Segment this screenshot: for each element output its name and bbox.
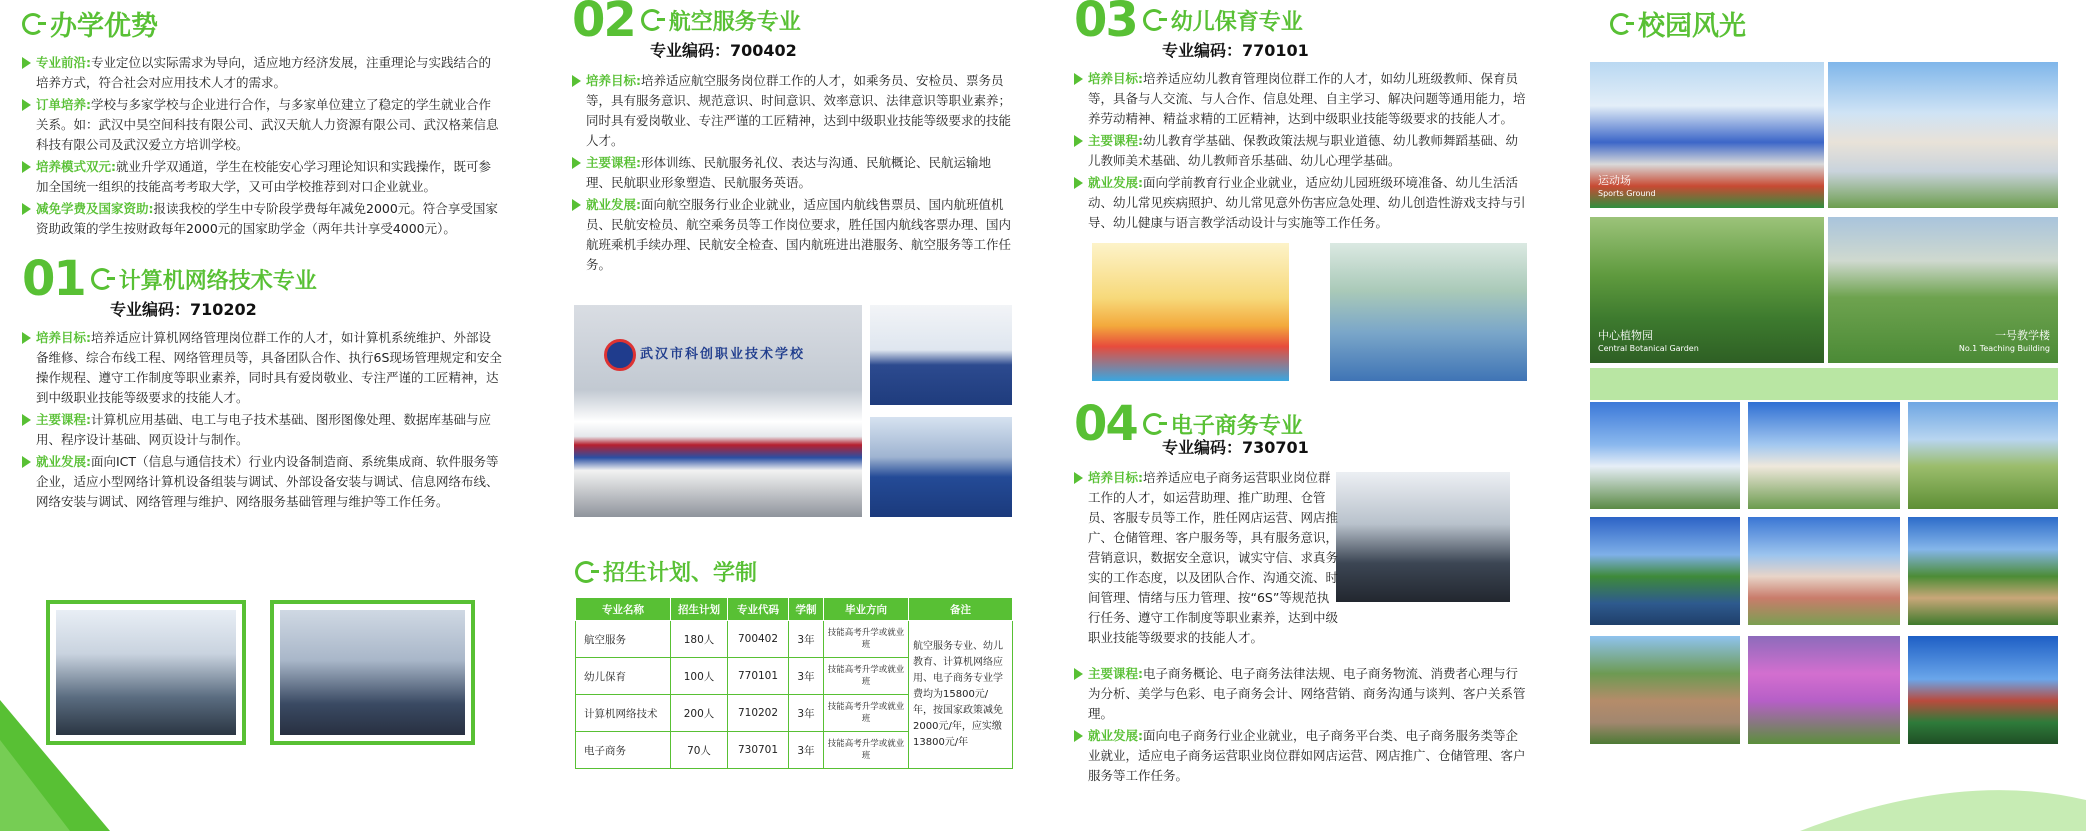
campus-photo [1590, 636, 1740, 744]
major-item-text: 面向ICT（信息与通信技术）行业内设备制造商、系统集成商、软件服务等企业，适应小型网络计算机设备组装与调试、外部设备安装与调试、信息网络布线、网络安装与调试、网络管理与维护、网络服务基础管理与维护等工作任务。 [36, 454, 499, 509]
major-item-key: 培养目标: [586, 73, 641, 88]
major-item-text: 幼儿教育学基础、保教政策法规与职业道德、幼儿教师舞蹈基础、幼儿教师美术基础、幼儿教师音乐基础、幼儿心理学基础。 [1088, 133, 1519, 168]
major-item-text: 培养适应航空服务岗位群工作的人才，如乘务员、安检员、票务员等，具有服务意识、规范意识、时间意识、效率意识、法律意识等职业素养；同时具有爱岗敬业、专注严谨的工匠精神，达到中级职业技能等级要求的技能人才。 [586, 73, 1012, 148]
teaching-building-photo [1828, 217, 2058, 363]
photo-frame-lab2 [270, 600, 475, 745]
major-number: 02 [572, 0, 635, 48]
kids-activity-photo [1092, 243, 1289, 381]
refresh-icon [1610, 13, 1632, 35]
major-title: 航空服务专业 [668, 9, 801, 35]
photo-frame-lab [46, 600, 246, 745]
campus-heading [1610, 4, 1746, 43]
kindergarten-classroom-photo [1330, 243, 1527, 381]
table-header-row [576, 598, 1013, 621]
major-item-text: 形体训练、民航服务礼仪、表达与沟通、民航概论、民航运输地理、民航职业形象塑造、民航服务英语。 [586, 155, 992, 190]
campus-photo [1908, 402, 2058, 509]
table-header-cell: 备注 [909, 598, 1013, 621]
major-item-key: 培养目标: [36, 330, 91, 345]
campus-photo [1748, 402, 1900, 509]
green-band [1590, 368, 2058, 400]
major-item-text: 培养适应电子商务运营职业岗位群工作的人才，如运营助理、推广助理、仓管员、客服专员等工作，胜任网店运营、网店推广、仓储管理、客户服务等，具有服务意识，营销意识，数据安全意识，诚实守信、求真务实的工作态度，以及团队合作、沟通交流、时间管理、情绪与压力管理、按“6S”等规范执行任务、遵守工作制度等职业素养，达到中级职业技能等级要求的技能人才。 [1088, 470, 1339, 645]
major-item-text: 面向电子商务行业企业就业，电子商务平台类、电子商务服务类等企业就业，适应电子商务运营职业岗位群如网店运营、网店推广、仓储管理、客户服务等工作任务。 [1088, 728, 1526, 783]
bullet-arrow-icon [1074, 73, 1083, 85]
bullet-arrow-icon [22, 57, 31, 69]
advantages-heading [22, 4, 502, 43]
advantage-text: 学校与多家学校与企业进行合作，与多家单位建立了稳定的学生就业合作关系。如：武汉中昊空间科技有限公司、武汉天航人力资源有限公司、武汉格莱信息科技有限公司及武汉爱立方培训学校。 [36, 97, 499, 152]
bullet-arrow-icon [1074, 135, 1083, 147]
major-item-key: 就业发展: [1088, 175, 1143, 190]
bullet-arrow-icon [22, 203, 31, 215]
refresh-icon [575, 561, 597, 583]
major-item-key: 培养目标: [1088, 71, 1143, 86]
major-item [1074, 69, 1526, 129]
major-title: 计算机网络技术专业 [118, 268, 317, 294]
table-header-cell: 学制 [789, 598, 824, 621]
table-cell: 3年 [789, 658, 824, 695]
computer-class-photo [280, 610, 465, 735]
table-cell: 3年 [789, 732, 824, 769]
major1-list [22, 328, 502, 512]
major-title: 电子商务专业 [1170, 413, 1303, 439]
refresh-icon [1143, 9, 1165, 31]
advantages-title: 办学优势 [50, 11, 158, 42]
table-row [576, 621, 1013, 658]
table-cell: 710202 [728, 695, 789, 732]
major-item-key: 主要课程: [1088, 666, 1143, 681]
campus-photo [1590, 517, 1740, 625]
major-item [572, 71, 1012, 151]
caption-en: Sports Ground [1598, 189, 1656, 198]
ecommerce-lab-photo [1336, 472, 1510, 602]
table-cell: 技能高考升学或就业班 [824, 658, 909, 695]
plan-heading [575, 556, 757, 587]
major-number: 01 [22, 251, 85, 307]
train-simulator-photo [574, 305, 862, 517]
bullet-arrow-icon [22, 414, 31, 426]
bullet-arrow-icon [1074, 730, 1083, 742]
major-item [1074, 173, 1526, 233]
campus-photo [1908, 636, 2058, 744]
major3-heading [1074, 0, 1526, 48]
major-title: 幼儿保育专业 [1170, 9, 1303, 35]
campus-photo [1590, 402, 1740, 509]
table-cell: 100人 [671, 658, 728, 695]
major-item-key: 主要课程: [586, 155, 641, 170]
botanical-garden-photo [1590, 217, 1824, 363]
bullet-arrow-icon [1074, 472, 1083, 484]
table-header-cell: 专业名称 [576, 598, 671, 621]
sports-ground-photo [1590, 62, 1824, 208]
caption-cn: 中心植物园 [1598, 329, 1653, 342]
major-number: 03 [1074, 0, 1137, 48]
major-item-key: 主要课程: [36, 412, 91, 427]
computer-lab-photo [56, 610, 236, 735]
bullet-arrow-icon [22, 332, 31, 344]
advantage-key: 培养模式双元: [36, 159, 116, 174]
major-code: 专业编码：730701 [1162, 438, 1309, 457]
train-sign-text: 武汉市科创职业技术学校 [640, 347, 806, 362]
major2-heading [572, 0, 1012, 48]
major-item [22, 328, 502, 408]
advantages-list [22, 53, 502, 239]
campus-building-photo [1828, 62, 2058, 208]
major2-list [572, 71, 1012, 275]
caption-cn: 一号教学楼 [1995, 329, 2050, 342]
campus-title: 校园风光 [1638, 11, 1746, 42]
bullet-arrow-icon [22, 456, 31, 468]
major-item-key: 就业发展: [1088, 728, 1143, 743]
major-item-text: 电子商务概论、电子商务法律法规、电子商务物流、消费者心理与行为分析、美学与色彩、电子商务会计、网络营销、商务沟通与谈判、客户关系管理。 [1088, 666, 1526, 721]
plan-title: 招生计划、学制 [603, 561, 758, 586]
table-cell: 技能高考升学或就业班 [824, 732, 909, 769]
table-cell: 200人 [671, 695, 728, 732]
table-cell: 技能高考升学或就业班 [824, 695, 909, 732]
table-cell: 770101 [728, 658, 789, 695]
table-cell: 航空服务 [576, 621, 671, 658]
bullet-arrow-icon [22, 161, 31, 173]
table-note-cell: 航空服务专业、幼儿教育、计算机网络应用、电子商务专业学费均为15800元/年，按国家政策减免2000元/年，应实缴13800元/年 [909, 621, 1013, 769]
photo-caption [1598, 329, 1699, 355]
table-cell: 技能高考升学或就业班 [824, 621, 909, 658]
table-header-cell: 招生计划 [671, 598, 728, 621]
advantage-key: 专业前沿: [36, 55, 91, 70]
table-cell: 70人 [671, 732, 728, 769]
table-cell: 700402 [728, 621, 789, 658]
table-cell: 幼儿保育 [576, 658, 671, 695]
advantage-item [22, 157, 502, 197]
table-cell: 3年 [789, 621, 824, 658]
major-item-text: 面向航空服务行业企业就业，适应国内航线售票员、国内航班值机员、民航安检员、航空乘务员等工作岗位要求，胜任国内航线客票办理、国内航班乘机手续办理、民航安全检查、国内航班进出港服务、航空服务等工作任务。 [586, 197, 1012, 272]
major-item [1074, 131, 1526, 171]
major-item [22, 452, 502, 512]
advantage-item [22, 95, 502, 155]
table-cell: 计算机网络技术 [576, 695, 671, 732]
bullet-arrow-icon [572, 199, 581, 211]
photo-caption [1598, 174, 1656, 200]
major-code: 专业编码：770101 [1162, 41, 1309, 60]
bullet-arrow-icon [572, 75, 581, 87]
advantage-text: 专业定位以实际需求为导向，适应地方经济发展，注重理论与实践结合的培养方式，符合社会对应用技术人才的需求。 [36, 55, 492, 90]
table-cell: 180人 [671, 621, 728, 658]
caption-en: Central Botanical Garden [1598, 344, 1699, 353]
major-item [572, 153, 1012, 193]
table-header-cell: 毕业方向 [824, 598, 909, 621]
bullet-arrow-icon [1074, 177, 1083, 189]
major4-goal [1074, 468, 1339, 650]
major-item [572, 195, 1012, 275]
enrollment-table [575, 597, 1013, 769]
major-item-text: 计算机应用基础、电工与电子技术基础、图形图像处理、数据库基础与应用、程序设计基础、网页设计与制作。 [36, 412, 492, 447]
advantage-text: 就业升学双通道，学生在校能安心学习理论知识和实践操作，既可参加全国统一组织的技能高考考取大学，又可由学校推荐到对口企业就业。 [36, 159, 492, 194]
campus-photo [1748, 517, 1900, 625]
refresh-icon [641, 9, 663, 31]
major4-list [1074, 664, 1526, 788]
major-item [22, 410, 502, 450]
major-item-key: 培养目标: [1088, 470, 1143, 485]
photo-caption [1959, 329, 2050, 355]
major1-heading [22, 251, 502, 307]
cabin-crew-photo [870, 305, 1012, 405]
campus-photo [1908, 517, 2058, 625]
advantage-item [22, 199, 502, 239]
cabin-crew-group-photo [870, 417, 1012, 517]
caption-cn: 运动场 [1598, 174, 1631, 187]
school-logo-icon [604, 339, 636, 371]
major-item-key: 就业发展: [586, 197, 641, 212]
major-item [1074, 664, 1526, 724]
advantage-text: 报读我校的学生中专阶段学费每年减免2000元。符合享受国家资助政策的学生按财政每年2000元的国家助学金（两年共计享受4000元）。 [36, 201, 498, 236]
refresh-icon [1143, 413, 1165, 435]
table-cell: 730701 [728, 732, 789, 769]
table-cell: 3年 [789, 695, 824, 732]
major-item [1074, 468, 1340, 648]
major-item-text: 面向学前教育行业企业就业，适应幼儿园班级环境准备、幼儿生活活动、幼儿常见疾病照护、幼儿常见意外伤害应急处理、幼儿创造性游戏支持与引导、幼儿健康与语言教学活动设计与实施等工作任务。 [1088, 175, 1526, 230]
advantage-key: 订单培养: [36, 97, 91, 112]
campus-photo [1748, 636, 1900, 744]
advantage-item [22, 53, 502, 93]
major-item-key: 主要课程: [1088, 133, 1143, 148]
bullet-arrow-icon [22, 99, 31, 111]
major-item-text: 培养适应计算机网络管理岗位群工作的人才，如计算机系统维护、外部设备维修、综合布线工程、网络管理员等，具备团队合作、执行6S现场管理规定和安全操作规程、遵守工作制度等职业素养，同时具有爱岗敬业、专注严谨的工匠精神，达到中级职业技能等级要求的技能人才。 [36, 330, 502, 405]
advantage-key: 减免学费及国家资助: [36, 201, 154, 216]
caption-en: No.1 Teaching Building [1958, 344, 2050, 353]
major-number: 04 [1074, 396, 1137, 452]
major-item-text: 培养适应幼儿教育管理岗位群工作的人才，如幼儿班级教师、保育员等，具备与人交流、与人合作、信息处理、自主学习、解决问题等通用能力，培养劳动精神、精益求精的工匠精神，达到中级职业技能等级要求的技能人才。 [1088, 71, 1526, 126]
major-code: 专业编码：710202 [110, 300, 257, 319]
major3-list [1074, 69, 1526, 233]
major-code: 专业编码：700402 [650, 41, 797, 60]
bullet-arrow-icon [1074, 668, 1083, 680]
bullet-arrow-icon [572, 157, 581, 169]
major-item [1074, 726, 1526, 786]
refresh-icon [91, 268, 113, 290]
corner-decoration-right [1800, 770, 2086, 831]
refresh-icon [22, 13, 44, 35]
table-cell: 电子商务 [576, 732, 671, 769]
table-header-cell: 专业代码 [728, 598, 789, 621]
major-item-key: 就业发展: [36, 454, 91, 469]
